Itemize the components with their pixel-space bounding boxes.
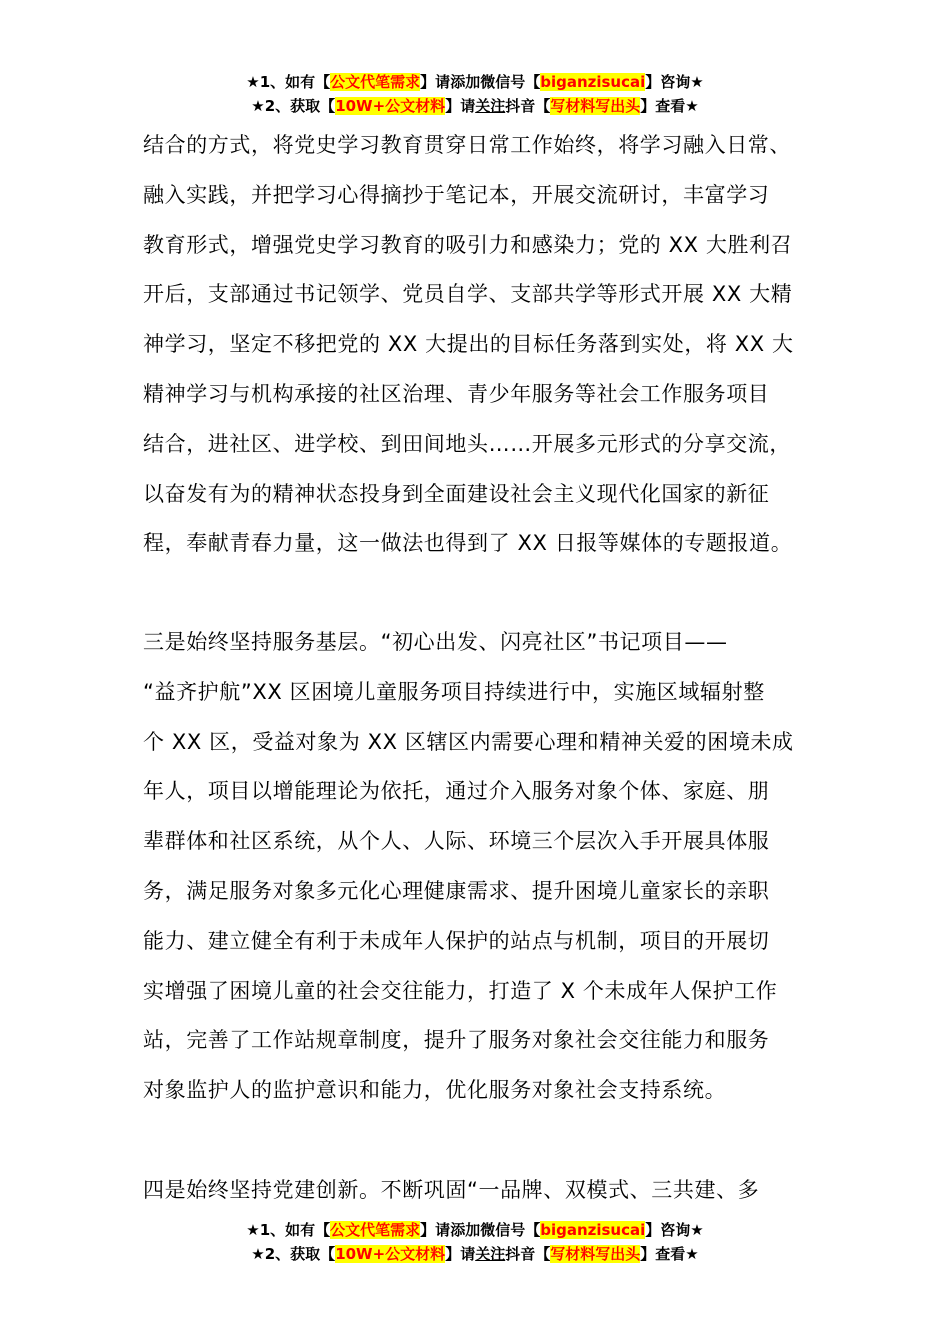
banner-text: 】查看★ bbox=[640, 97, 699, 115]
douyin-id: 写材料写出头 bbox=[550, 1245, 641, 1263]
douyin-id: 写材料写出头 bbox=[550, 97, 641, 115]
banner-text: 微信号【 bbox=[480, 1221, 541, 1239]
banner-highlight: 公文代笔需求 bbox=[330, 73, 421, 91]
text-line: 开后，支部通过书记领学、党员自学、支部共学等形式开展 XX 大精 bbox=[143, 282, 793, 307]
text-line: 对象监护人的监护意识和能力，优化服务对象社会支持系统。 bbox=[143, 1078, 727, 1103]
text-line: 以奋发有为的精神状态投身到全面建设社会主义现代化国家的新征 bbox=[143, 481, 770, 506]
banner-text: 添加 bbox=[450, 1221, 481, 1239]
banner-text: ★1、如有【 bbox=[246, 73, 331, 91]
banner-highlight: 10W+公文材料 bbox=[335, 97, 446, 115]
banner-line-1 bbox=[0, 70, 950, 94]
text-line: 精神学习与机构承接的社区治理、青少年服务等社会工作服务项目 bbox=[143, 381, 770, 406]
banner-text: 添加 bbox=[450, 73, 481, 91]
text-line: 融入实践，并把学习心得摘抄于笔记本，开展交流研讨，丰富学习 bbox=[143, 182, 770, 207]
banner-text: 抖音【 bbox=[505, 1245, 551, 1263]
paragraph-party-innovation bbox=[143, 1166, 813, 1216]
paragraph-serve-grassroots bbox=[143, 618, 813, 1116]
text-line: 务，满足服务对象多元化心理健康需求、提升困境儿童家长的亲职 bbox=[143, 878, 770, 903]
wechat-id: biganzisucai bbox=[540, 1221, 646, 1239]
text-line: 能力、建立健全有利于未成年人保护的站点与机制，项目的开展切 bbox=[143, 928, 770, 953]
banner-highlight: 公文代笔需求 bbox=[330, 1221, 421, 1239]
banner-text: 】请 bbox=[445, 1245, 476, 1263]
text-line: 辈群体和社区系统，从个人、人际、环境三个层次入手开展具体服 bbox=[143, 829, 770, 854]
banner-text: 微信号【 bbox=[480, 73, 541, 91]
banner-text: ★2、获取【 bbox=[251, 1245, 336, 1263]
banner-underlined: 关注 bbox=[475, 1245, 506, 1263]
text-line: 个 XX 区，受益对象为 XX 区辖区内需要心理和精神关爱的困境未成 bbox=[143, 729, 794, 754]
paragraph-party-history bbox=[143, 121, 813, 569]
text-line: 三是始终坚持服务基层。“初心出发、闪亮社区”书记项目—— bbox=[143, 630, 728, 654]
banner-text: ★2、获取【 bbox=[251, 97, 336, 115]
banner-text: 】请 bbox=[420, 73, 451, 91]
banner-text: 】咨询★ bbox=[645, 73, 704, 91]
header-banner bbox=[0, 70, 950, 118]
text-line: 程，奉献青春力量，这一做法也得到了 XX 日报等媒体的专题报道。 bbox=[143, 531, 793, 556]
text-line: 站，完善了工作站规章制度，提升了服务对象社会交往能力和服务 bbox=[143, 1028, 770, 1053]
text-line: 神学习，坚定不移把党的 XX 大提出的目标任务落到实处，将 XX 大 bbox=[143, 332, 794, 357]
banner-text: 】请 bbox=[445, 97, 476, 115]
banner-text: 抖音【 bbox=[505, 97, 551, 115]
banner-underlined: 关注 bbox=[475, 97, 506, 115]
text-line: 年人，项目以增能理论为依托，通过介入服务对象个体、家庭、朋 bbox=[143, 779, 770, 804]
banner-line-1 bbox=[0, 1218, 950, 1242]
banner-text: 】请 bbox=[420, 1221, 451, 1239]
banner-text: 】查看★ bbox=[640, 1245, 699, 1263]
text-line: 教育形式，增强党史学习教育的吸引力和感染力；党的 XX 大胜利召 bbox=[143, 232, 793, 257]
footer-banner bbox=[0, 1218, 950, 1266]
text-line: 结合，进社区、进学校、到田间地头……开展多元形式的分享交流， bbox=[143, 431, 791, 456]
banner-highlight: 10W+公文材料 bbox=[335, 1245, 446, 1263]
banner-line-2 bbox=[0, 94, 950, 118]
wechat-id: biganzisucai bbox=[540, 73, 646, 91]
banner-text: ★1、如有【 bbox=[246, 1221, 331, 1239]
text-line: “益齐护航”XX 区困境儿童服务项目持续进行中，实施区域辐射整 bbox=[143, 679, 765, 704]
text-line: 四是始终坚持党建创新。不断巩固“一品牌、双模式、三共建、多 bbox=[143, 1178, 760, 1202]
banner-line-2 bbox=[0, 1242, 950, 1266]
banner-text: 】咨询★ bbox=[645, 1221, 704, 1239]
text-line: 实增强了困境儿童的社会交往能力，打造了 X 个未成年人保护工作 bbox=[143, 978, 778, 1003]
text-line: 结合的方式，将党史学习教育贯穿日常工作始终，将学习融入日常、 bbox=[143, 133, 791, 157]
